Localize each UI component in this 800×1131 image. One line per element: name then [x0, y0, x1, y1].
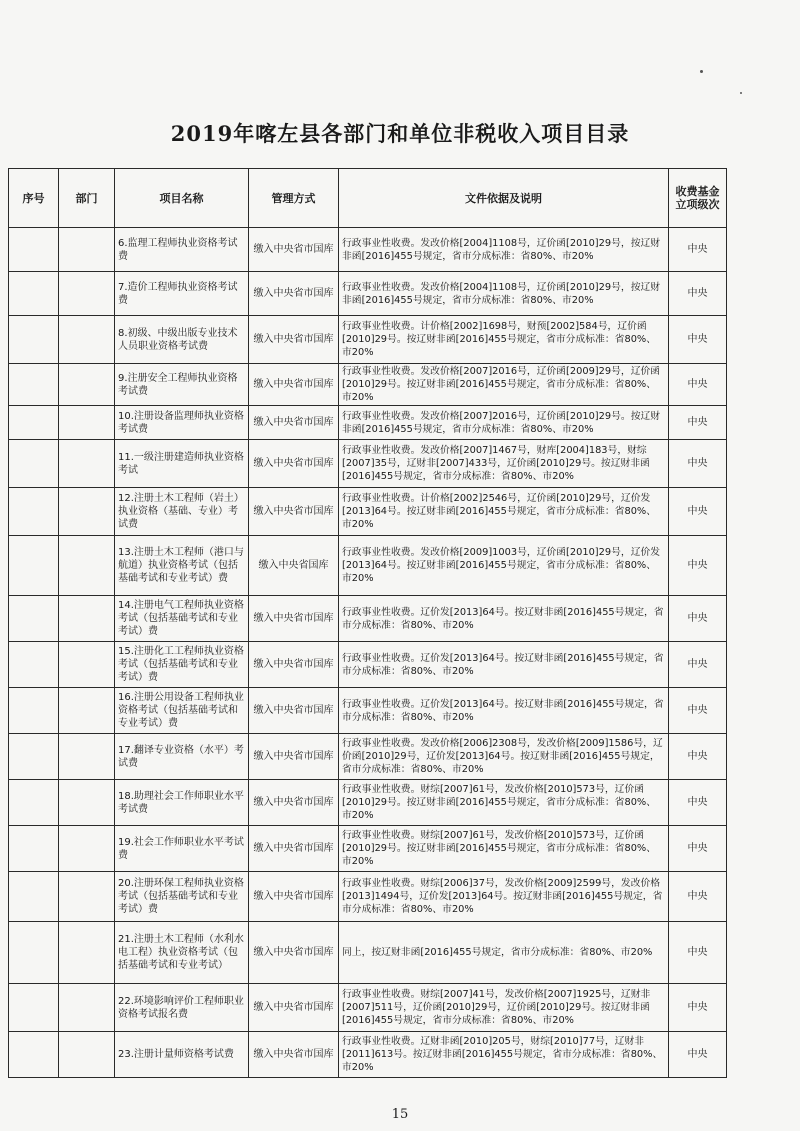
- header-seq: 序号: [9, 169, 59, 228]
- seq-cell: [9, 272, 59, 316]
- table-row: [9, 488, 727, 536]
- table-row: [9, 536, 727, 596]
- document-basis-cell: 行政事业性收费。辽价发[2013]64号。按辽财非函[2016]455号规定，省市分成标准：省80%、市20%: [339, 688, 669, 734]
- management-method-cell: 缴入中央省市国库: [249, 984, 339, 1032]
- approval-level-cell: 中央: [669, 984, 727, 1032]
- approval-level-cell: 中央: [669, 922, 727, 984]
- project-name-cell: 16.注册公用设备工程师执业资格考试（包括基础考试和专业考试）费: [115, 688, 249, 734]
- dept-cell: [59, 272, 115, 316]
- management-method-cell: 缴入中央省市国库: [249, 272, 339, 316]
- project-name-cell: 14.注册电气工程师执业资格考试（包括基础考试和专业考试）费: [115, 596, 249, 642]
- approval-level-cell: 中央: [669, 272, 727, 316]
- approval-level-cell: 中央: [669, 364, 727, 406]
- table-row: [9, 440, 727, 488]
- document-basis-cell: 行政事业性收费。发改价格[2007]2016号，辽价函[2010]29号。按辽财非函[2016]455号规定，省市分成标准：省80%、市20%: [339, 406, 669, 440]
- project-name-cell: 21.注册土木工程师（水利水电工程）执业资格考试（包括基础考试和专业考试）: [115, 922, 249, 984]
- seq-cell: [9, 440, 59, 488]
- dept-cell: [59, 488, 115, 536]
- seq-cell: [9, 922, 59, 984]
- table-header-row: [9, 169, 727, 228]
- seq-cell: [9, 596, 59, 642]
- table-row: [9, 272, 727, 316]
- table-row: [9, 364, 727, 406]
- project-name-cell: 18.助理社会工作师职业水平考试费: [115, 780, 249, 826]
- dept-cell: [59, 440, 115, 488]
- management-method-cell: 缴入中央省市国库: [249, 440, 339, 488]
- dept-cell: [59, 872, 115, 922]
- header-level: 收费基金立项级次: [669, 169, 727, 228]
- approval-level-cell: 中央: [669, 872, 727, 922]
- project-name-cell: 9.注册安全工程师执业资格考试费: [115, 364, 249, 406]
- document-basis-cell: 行政事业性收费。计价格[2002]1698号，财预[2002]584号，辽价函[2010]29号。按辽财非函[2016]455号规定，省市分成标准：省80%、市20%: [339, 316, 669, 364]
- approval-level-cell: 中央: [669, 536, 727, 596]
- document-basis-cell: 行政事业性收费。财综[2006]37号，发改价格[2009]2599号，发改价格[2013]1494号，辽价发[2013]64号。按辽财非函[2016]455号规定，省市分成标准：省80%、市20%: [339, 872, 669, 922]
- dept-cell: [59, 642, 115, 688]
- seq-cell: [9, 364, 59, 406]
- table-row: [9, 734, 727, 780]
- project-name-cell: 8.初级、中级出版专业技术人员职业资格考试费: [115, 316, 249, 364]
- dept-cell: [59, 1032, 115, 1078]
- dept-cell: [59, 780, 115, 826]
- management-method-cell: 缴入中央省市国库: [249, 596, 339, 642]
- document-basis-cell: 行政事业性收费。发改价格[2004]1108号，辽价函[2010]29号，按辽财非函[2016]455号规定，省市分成标准：省80%、市20%: [339, 272, 669, 316]
- seq-cell: [9, 1032, 59, 1078]
- approval-level-cell: 中央: [669, 734, 727, 780]
- header-basis: 文件依据及说明: [339, 169, 669, 228]
- header-name: 项目名称: [115, 169, 249, 228]
- seq-cell: [9, 488, 59, 536]
- management-method-cell: 缴入中央省市国库: [249, 316, 339, 364]
- management-method-cell: 缴入中央省市国库: [249, 872, 339, 922]
- dept-cell: [59, 826, 115, 872]
- approval-level-cell: 中央: [669, 688, 727, 734]
- document-basis-cell: 行政事业性收费。发改价格[2007]2016号，辽价函[2009]29号，辽价函[2010]29号。按辽财非函[2016]455号规定，省市分成标准：省80%、市20%: [339, 364, 669, 406]
- approval-level-cell: 中央: [669, 406, 727, 440]
- dept-cell: [59, 596, 115, 642]
- approval-level-cell: 中央: [669, 642, 727, 688]
- table-row: [9, 406, 727, 440]
- dept-cell: [59, 406, 115, 440]
- approval-level-cell: 中央: [669, 488, 727, 536]
- page-number: 15: [391, 1107, 409, 1122]
- fee-catalog-table: [8, 168, 727, 1078]
- table-row: [9, 872, 727, 922]
- seq-cell: [9, 872, 59, 922]
- project-name-cell: 17.翻译专业资格（水平）考试费: [115, 734, 249, 780]
- project-name-cell: 22.环境影响评价工程师职业资格考试报名费: [115, 984, 249, 1032]
- table-row: [9, 984, 727, 1032]
- seq-cell: [9, 984, 59, 1032]
- table-row: [9, 688, 727, 734]
- approval-level-cell: 中央: [669, 316, 727, 364]
- seq-cell: [9, 316, 59, 364]
- management-method-cell: 缴入中央省市国库: [249, 642, 339, 688]
- project-name-cell: 6.监理工程师执业资格考试费: [115, 228, 249, 272]
- management-method-cell: 缴入中央省国库: [249, 536, 339, 596]
- approval-level-cell: 中央: [669, 440, 727, 488]
- document-basis-cell: 行政事业性收费。辽财非函[2010]205号，财综[2010]77号，辽财非[2011]613号。按辽财非函[2016]455号规定，省市分成标准：省80%、市20%: [339, 1032, 669, 1078]
- management-method-cell: 缴入中央省市国库: [249, 1032, 339, 1078]
- scan-speck: [740, 92, 742, 94]
- management-method-cell: 缴入中央省市国库: [249, 364, 339, 406]
- project-name-cell: 7.造价工程师执业资格考试费: [115, 272, 249, 316]
- seq-cell: [9, 688, 59, 734]
- document-basis-cell: 行政事业性收费。发改价格[2009]1003号，辽价函[2010]29号，辽价发[2013]64号。按辽财非函[2016]455号规定，省市分成标准：省80%、市20%: [339, 536, 669, 596]
- table-row: [9, 642, 727, 688]
- seq-cell: [9, 536, 59, 596]
- document-basis-cell: 行政事业性收费。财综[2007]61号，发改价格[2010]573号，辽价函[2010]29号。按辽财非函[2016]455号规定，省市分成标准：省80%、市20%: [339, 780, 669, 826]
- document-basis-cell: 行政事业性收费。发改价格[2006]2308号，发改价格[2009]1586号，辽价函[2010]29号，辽价发[2013]64号。按辽财非函[2016]455号规定，省市分成标准：省80%、市20%: [339, 734, 669, 780]
- seq-cell: [9, 642, 59, 688]
- management-method-cell: 缴入中央省市国库: [249, 488, 339, 536]
- management-method-cell: 缴入中央省市国库: [249, 688, 339, 734]
- seq-cell: [9, 228, 59, 272]
- table-row: [9, 826, 727, 872]
- approval-level-cell: 中央: [669, 780, 727, 826]
- document-basis-cell: 行政事业性收费。计价格[2002]2546号，辽价函[2010]29号，辽价发[2013]64号。按辽财非函[2016]455号规定，省市分成标准：省80%、市20%: [339, 488, 669, 536]
- project-name-cell: 23.注册计量师资格考试费: [115, 1032, 249, 1078]
- dept-cell: [59, 734, 115, 780]
- table-row: [9, 228, 727, 272]
- seq-cell: [9, 406, 59, 440]
- document-basis-cell: 行政事业性收费。财综[2007]41号，发改价格[2007]1925号，辽财非[2007]511号，辽价函[2010]29号，辽价函[2010]29号。按辽财非函[2016]455号规定，省市分成标准：省80%、市20%: [339, 984, 669, 1032]
- document-basis-cell: 行政事业性收费。辽价发[2013]64号。按辽财非函[2016]455号规定，省市分成标准：省80%、市20%: [339, 642, 669, 688]
- project-name-cell: 11.一级注册建造师执业资格考试: [115, 440, 249, 488]
- project-name-cell: 15.注册化工工程师执业资格考试（包括基础考试和专业考试）费: [115, 642, 249, 688]
- dept-cell: [59, 364, 115, 406]
- dept-cell: [59, 984, 115, 1032]
- project-name-cell: 13.注册土木工程师（港口与航道）执业资格考试（包括基础考试和专业考试）费: [115, 536, 249, 596]
- table-row: [9, 780, 727, 826]
- management-method-cell: 缴入中央省市国库: [249, 734, 339, 780]
- page-title: 2019年喀左县各部门和单位非税收入项目目录: [170, 121, 630, 146]
- dept-cell: [59, 228, 115, 272]
- document-basis-cell: 行政事业性收费。发改价格[2007]1467号，财库[2004]183号，财综[2007]35号，辽财非[2007]433号，辽价函[2010]29号。按辽财非函[2016]455号规定，省市分成标准：省80%、市20%: [339, 440, 669, 488]
- document-basis-cell: 同上，按辽财非函[2016]455号规定，省市分成标准：省80%、市20%: [339, 922, 669, 984]
- dept-cell: [59, 536, 115, 596]
- project-name-cell: 12.注册土木工程师（岩土）执业资格（基础、专业）考试费: [115, 488, 249, 536]
- document-basis-cell: 行政事业性收费。辽价发[2013]64号。按辽财非函[2016]455号规定，省市分成标准：省80%、市20%: [339, 596, 669, 642]
- management-method-cell: 缴入中央省市国库: [249, 406, 339, 440]
- table-row: [9, 596, 727, 642]
- project-name-cell: 19.社会工作师职业水平考试费: [115, 826, 249, 872]
- seq-cell: [9, 826, 59, 872]
- management-method-cell: 缴入中央省市国库: [249, 922, 339, 984]
- management-method-cell: 缴入中央省市国库: [249, 780, 339, 826]
- management-method-cell: 缴入中央省市国库: [249, 826, 339, 872]
- dept-cell: [59, 316, 115, 364]
- seq-cell: [9, 780, 59, 826]
- dept-cell: [59, 922, 115, 984]
- project-name-cell: 20.注册环保工程师执业资格考试（包括基础考试和专业考试）费: [115, 872, 249, 922]
- document-basis-cell: 行政事业性收费。发改价格[2004]1108号，辽价函[2010]29号，按辽财非函[2016]455号规定，省市分成标准：省80%、市20%: [339, 228, 669, 272]
- document-basis-cell: 行政事业性收费。财综[2007]61号，发改价格[2010]573号，辽价函[2010]29号。按辽财非函[2016]455号规定，省市分成标准：省80%、市20%: [339, 826, 669, 872]
- table-row: [9, 1032, 727, 1078]
- approval-level-cell: 中央: [669, 228, 727, 272]
- project-name-cell: 10.注册设备监理师执业资格考试费: [115, 406, 249, 440]
- seq-cell: [9, 734, 59, 780]
- approval-level-cell: 中央: [669, 826, 727, 872]
- management-method-cell: 缴入中央省市国库: [249, 228, 339, 272]
- scan-speck: [700, 70, 703, 73]
- header-dept: 部门: [59, 169, 115, 228]
- table-row: [9, 922, 727, 984]
- table-row: [9, 316, 727, 364]
- header-mgmt: 管理方式: [249, 169, 339, 228]
- approval-level-cell: 中央: [669, 596, 727, 642]
- approval-level-cell: 中央: [669, 1032, 727, 1078]
- dept-cell: [59, 688, 115, 734]
